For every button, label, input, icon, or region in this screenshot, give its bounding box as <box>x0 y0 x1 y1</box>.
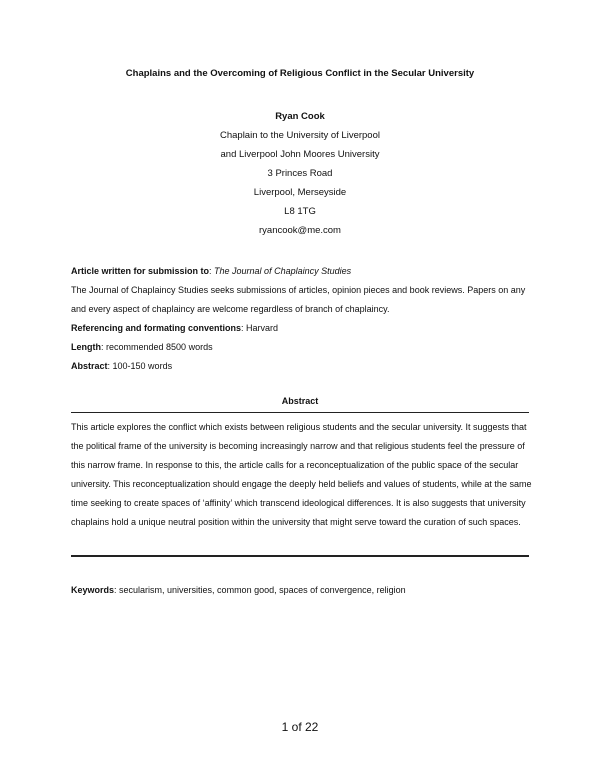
length-line: Length: recommended 8500 words <box>71 342 213 352</box>
paper-title: Chaplains and the Overcoming of Religious Conflict in the Secular University <box>125 68 475 79</box>
abstract-length-line: Abstract: 100-150 words <box>71 361 173 371</box>
length-label: Length <box>71 342 101 352</box>
abstract-length-label: Abstract <box>71 361 108 371</box>
submission-label: Article written for submission to <box>71 266 210 276</box>
keywords-line: Keywords: secularism, universities, common good, spaces of convergence, religion <box>71 585 406 595</box>
submission-description: The Journal of Chaplaincy Studies seeks submissions of articles, opinion pieces and book reviews. Papers on any and every aspect of chaplaincy are welcome regardless of branch of chaplaincy. <box>71 285 526 314</box>
referencing-value: Harvard <box>246 323 279 333</box>
length-value: recommended 8500 words <box>106 342 213 352</box>
abstract-top-rule <box>71 412 529 413</box>
abstract-body: This article explores the conflict which exists between religious students and the secular university. It suggests that the political frame of the university is becoming increasingly narrow and that religious students feel the pressure of this narrow frame. In response to this, the article calls for a reconceptualization of the public space of the secular university. This reconceptualization should engage the deeply held beliefs and values of students, while at the same time seeking to create spaces of ‘affinity’ which transcend ideological differences. It is also suggests that university chaplains hold a unique neutral position within the university that might serve toward the curation of such spaces. <box>71 422 532 527</box>
author-postcode: L8 1TG <box>284 206 316 217</box>
keywords-label: Keywords <box>71 585 115 595</box>
journal-name: The Journal of Chaplaincy Studies <box>214 266 352 276</box>
submission-info <box>71 262 541 376</box>
author-address-line: 3 Princes Road <box>267 168 333 179</box>
author-name: Ryan Cook <box>275 111 325 122</box>
author-email: ryancook@me.com <box>259 225 341 236</box>
page-indicator: 1 of 22 <box>281 720 319 734</box>
keywords-value: secularism, universities, common good, spaces of convergence, religion <box>119 585 406 595</box>
author-affiliation-line: and Liverpool John Moores University <box>220 149 380 160</box>
submission-line: Article written for submission to: The Journal of Chaplaincy Studies <box>71 266 352 276</box>
abstract-bottom-rule <box>71 555 529 557</box>
referencing-line: Referencing and formating conventions: Harvard <box>71 323 279 333</box>
author-block <box>0 107 600 240</box>
author-affiliation-line: Chaplain to the University of Liverpool <box>219 130 380 141</box>
abstract-length-value: 100-150 words <box>112 361 173 371</box>
referencing-label: Referencing and formating conventions <box>71 323 242 333</box>
abstract-heading: Abstract <box>281 396 319 406</box>
author-address-line: Liverpool, Merseyside <box>253 187 347 198</box>
